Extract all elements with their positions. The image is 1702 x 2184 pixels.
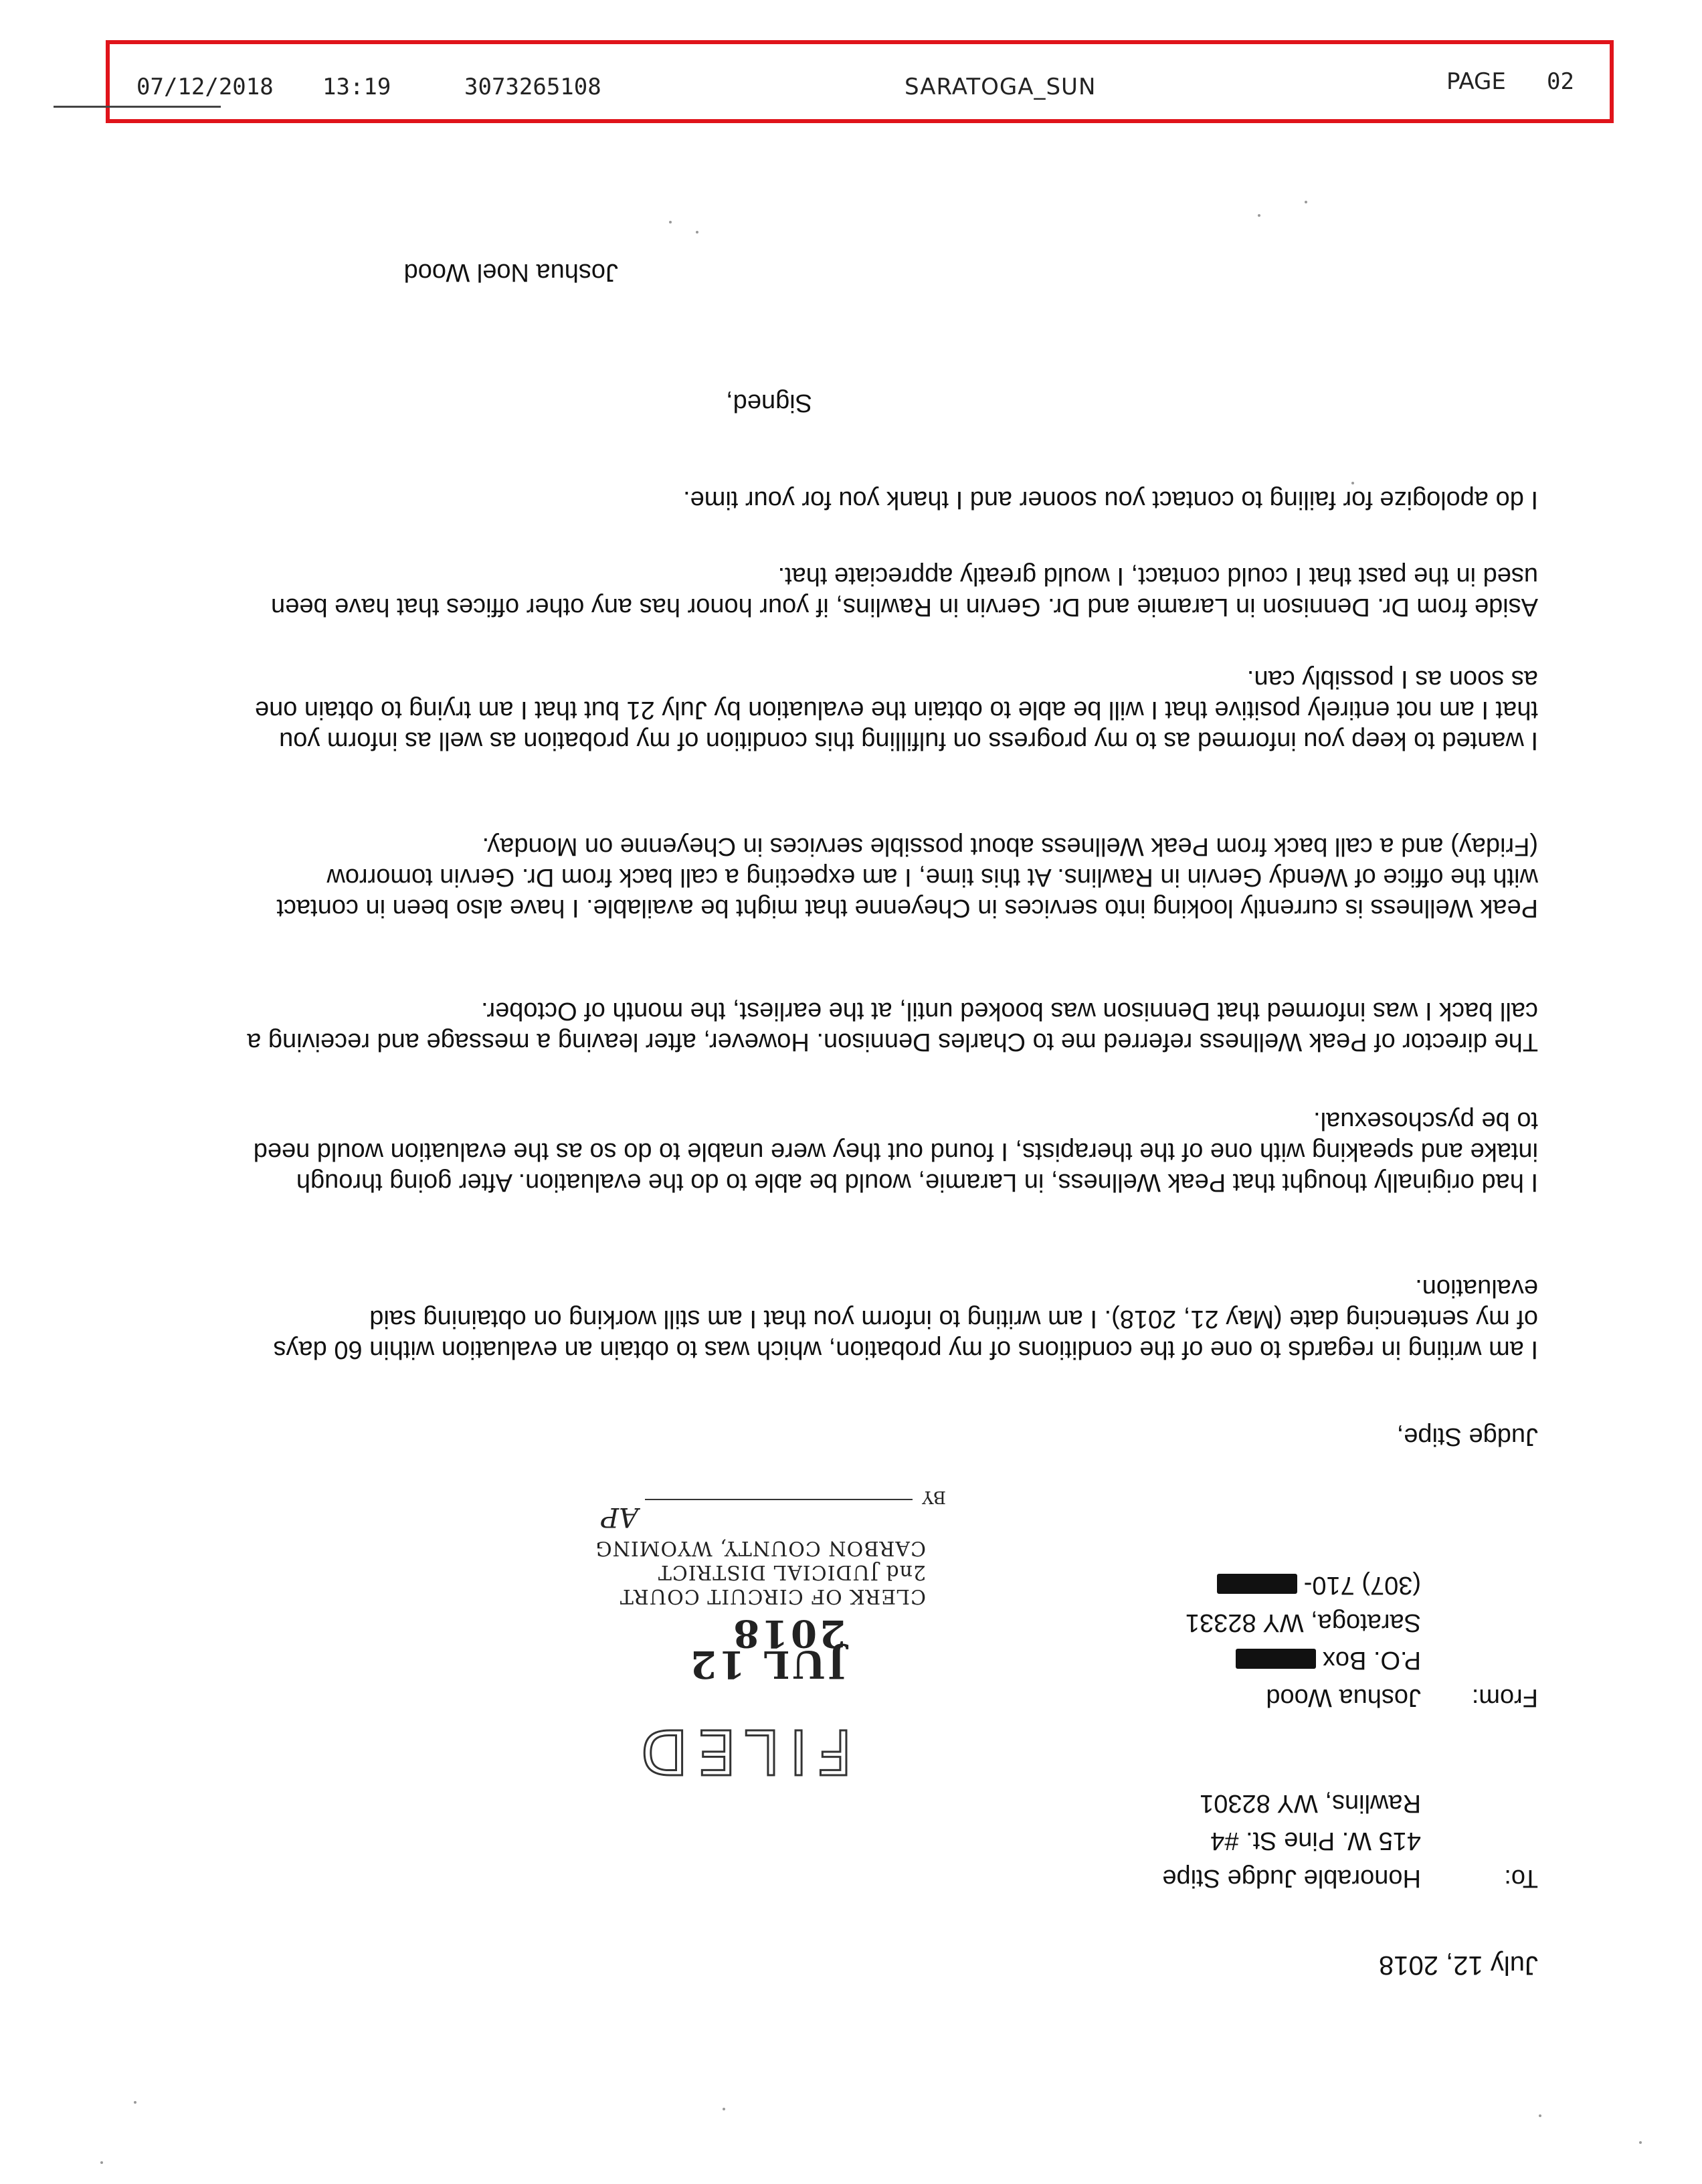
to-line: Honorable Judge Stipe xyxy=(1162,1864,1421,1892)
paragraph-text: The director of Peak Wellness referred me to Charles Dennison. However, after leaving a message and receiving a call back I was informed that Dennison was booked until, at the earliest, the month of October. xyxy=(247,997,1538,1056)
scan-speck xyxy=(723,2108,725,2110)
fax-phone: 3073265108 xyxy=(464,74,601,100)
from-line-box xyxy=(1186,1638,1421,1675)
salutation: Judge Stipe, xyxy=(1396,1423,1538,1451)
scan-rule xyxy=(54,106,221,108)
scan-speck xyxy=(696,231,698,234)
to-line: 415 W. Pine St. #4 xyxy=(1210,1827,1421,1855)
fax-page-number: 02 xyxy=(1547,68,1574,95)
scan-speck xyxy=(1258,214,1260,217)
fax-header xyxy=(106,40,1614,123)
scan-speck xyxy=(1639,2141,1642,2144)
from-line: P.O. Box xyxy=(1322,1646,1421,1674)
paragraph-text: Peak Wellness is currently looking into services in Cheyenne that might be available. I have also been in contact with the office of Wendy Gervin in Rawlins. At this time, I am expecting a call back from Dr. Gervin tomorrow (Friday) and a call back from Peak Wellness about possible services in Cheyenne on Monday. xyxy=(276,832,1538,922)
scan-speck xyxy=(1539,2114,1541,2117)
fax-station: SARATOGA_SUN xyxy=(905,74,1097,100)
signature-name: Joshua Noel Wood xyxy=(403,258,618,286)
paragraph-text: I had originally thought that Peak Wellness, in Laramie, would be able to do the evaluation. After going through intake and speaking with one of the therapists, I found out they were unable to do so as the evaluation would need to be pyschosexual. xyxy=(253,1107,1538,1196)
to-line: Rawlins, WY 82301 xyxy=(1200,1789,1421,1817)
from-address xyxy=(1186,1563,1421,1713)
scan-speck xyxy=(669,221,672,223)
paragraph xyxy=(247,1105,1538,1198)
fax-date: 07/12/2018 xyxy=(136,74,274,100)
paragraph-text: Aside from Dr. Dennison in Laramie and Dr. Gervin in Rawlins, if your honor has any other offices that have been used in the past that I could contact, I would greatly appreciate that. xyxy=(271,562,1538,621)
stamp-filed: FILED xyxy=(631,1716,852,1787)
to-address xyxy=(1162,1781,1421,1894)
paragraph xyxy=(247,484,1538,515)
scan-speck xyxy=(100,2161,103,2164)
from-line: Saratoga, WY 82331 xyxy=(1185,1609,1421,1637)
letter-date: July 12, 2018 xyxy=(1379,1950,1538,1980)
closing: Signed, xyxy=(726,389,812,417)
paragraph xyxy=(247,831,1538,923)
stamp-clerk: CLERK OF CIRCUIT COURT xyxy=(619,1584,926,1608)
fax-time: 13:19 xyxy=(322,74,391,100)
stamp-date: JUL 12 2018 xyxy=(687,1611,846,1686)
stamp-initials: AP xyxy=(601,1502,638,1532)
redaction-bar xyxy=(1217,1574,1297,1594)
stamp-signature-line xyxy=(645,1499,913,1500)
paragraph-text: I do apologize for failing to contact you sooner and I thank you for your time. xyxy=(683,486,1538,514)
from-label: From: xyxy=(1471,1683,1538,1712)
scan-speck xyxy=(1305,201,1307,203)
paragraph-text: I am writing in regards to one of the conditions of my probation, which was to obtain an evaluation within 60 days of my sentencing date (May 21, 2018). I am writing to inform you that I am still working on obtaining said evaluation. xyxy=(273,1274,1538,1364)
letter-body-rotated xyxy=(0,161,1702,2141)
paragraph xyxy=(247,664,1538,756)
redaction-bar xyxy=(1236,1649,1316,1669)
paragraph xyxy=(247,561,1538,622)
paragraph xyxy=(247,996,1538,1057)
from-line-phone xyxy=(1186,1563,1421,1601)
paragraph-text: I wanted to keep you informed as to my progress on fulfilling this condition of my probation as well as inform you that I am not entirely positive that I will be able to obtain the evaluation by July 21 but that I am trying to obtain one as soon as I possibly can. xyxy=(254,665,1538,755)
stamp-by: BY xyxy=(922,1487,946,1507)
to-label: To: xyxy=(1504,1864,1538,1892)
filed-stamp xyxy=(595,1459,953,1787)
from-line: Joshua Wood xyxy=(1266,1683,1421,1712)
fax-page-label: PAGE xyxy=(1446,68,1506,95)
scan-speck xyxy=(134,2101,136,2104)
from-line: (307) 710- xyxy=(1303,1571,1421,1599)
paragraph xyxy=(247,1273,1538,1365)
stamp-district: 2nd JUDICIAL DISTRICT xyxy=(657,1560,926,1584)
stamp-county: CARBON COUNTY, WYOMING xyxy=(595,1536,926,1560)
scan-speck xyxy=(1351,482,1354,484)
